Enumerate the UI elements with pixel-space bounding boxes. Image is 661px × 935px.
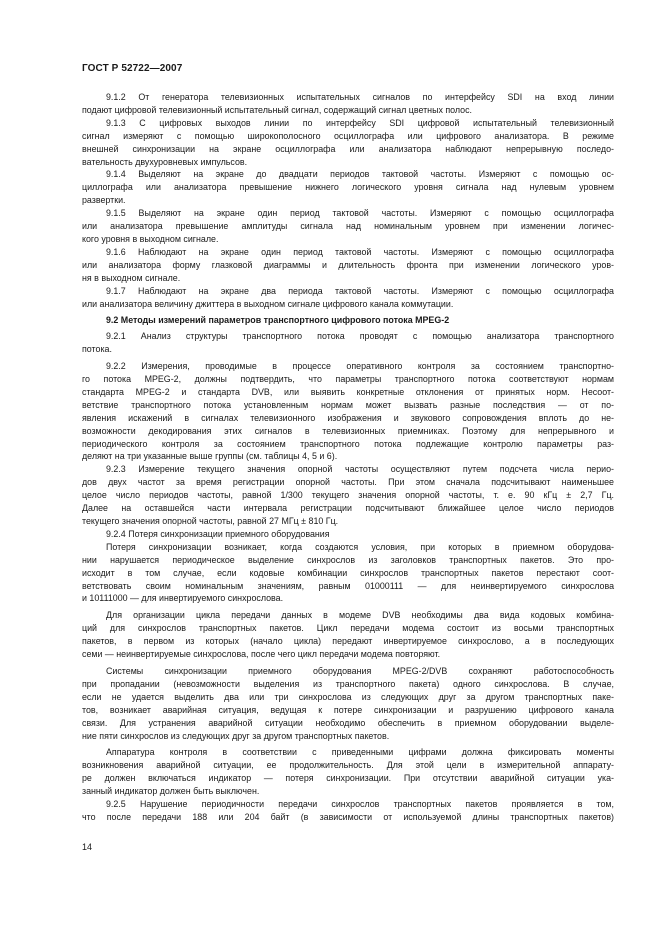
text-line: Далее на оставшейся части интервала регистрации подсчитывают ближайшее целое число периодов [82, 503, 614, 514]
text-line: возникновения аварийной ситуации, ее продолжительность. Для этой цели в измерительной аппарату- [82, 760, 614, 771]
text-line: 9.2.3 Измерение текущего значения опорной частоты осуществляют путем подсчета числа перио- [106, 464, 614, 475]
text-line: ветствовать своим номинальным значениям, равным 01000111 — для неинвертируемого синхрослова [82, 580, 614, 591]
text-line: сигнал измеряют с помощью широкополосного осциллографа или цифрового анализатора. В режиме [82, 130, 614, 141]
text-line: Аппаратура контроля в соответствии с приведенными цифрами должна фиксировать моменты [106, 747, 614, 758]
text-line: пакетов, в первом из которых (начало цикла) передают инвертируемое синхрослово, а в последующих [82, 636, 614, 647]
text-line: стандарта MPEG-2 и стандарта DVB, или выявить конкретные отклонения от принятых норм. Несоот- [82, 386, 614, 397]
text-line: ций для синхрослов транспортных пакетов. Цикл передачи модема состоит из восьми транспортных [82, 623, 614, 634]
text-line: потока. [82, 344, 112, 355]
text-line: ние пяти синхрослов из следующих друг за другом транспортных пакетов. [82, 730, 390, 741]
text-line: Системы синхронизации приемного оборудования MPEG-2/DVB сохраняют работоспособность [106, 665, 614, 676]
text-line: циллографа или анализатора превышение нижнего логического уровня сигнала над нулевым уровнем [82, 182, 614, 193]
text-line: что после передачи 188 или 204 байт (в зависимости от используемой длины транспортных пакетов) [82, 811, 614, 822]
text-line: развертки. [82, 195, 126, 206]
text-line: и 10111000 — для инвертируемого синхрослова. [82, 593, 284, 604]
text-line: дов двух частот за время регистрации опорной частоты. При этом сначала подсчитывают наименьшее [82, 477, 614, 488]
text-line: 9.1.5 Выделяют на экране один период тактовой частоты. Измеряют с помощью осциллографа [106, 208, 614, 219]
text-line: го потока MPEG-2, должны подтвердить, что параметры транспортного потока соответствуют нормам [82, 374, 614, 385]
text-line: 9.2.4 Потеря синхронизации приемного оборудования [106, 528, 330, 539]
text-line: явления искажений в сигналах телевизионного изображения и звукового сопровождения вплоть до не- [82, 412, 614, 423]
text-line: тов, возникает аварийная ситуация, ведущая к потере синхронизации и разрушению цифрового канала [82, 704, 614, 715]
text-line: связи. Для устранения аварийной ситуации необходимо обеспечить в приемном оборудовании выделе- [82, 717, 614, 728]
text-line: ня в выходном сигнале. [82, 272, 181, 283]
text-line: 9.2.1 Анализ структуры транспортного потока проводят с помощью анализатора транспортного [106, 331, 614, 342]
text-line: 9.2.5 Нарушение периодичности передачи синхрослов транспортных пакетов проявляется в том, [106, 799, 614, 810]
text-line: ветствие транспортного потока установленным нормам может вызвать разные последствия — от по- [82, 399, 614, 410]
text-line: Потеря синхронизации возникает, когда создаются условия, при которых в приемном оборудова- [106, 541, 614, 552]
text-line: ре должен включаться индикатор — потеря синхронизации. При отсутствии аварийной ситуации ука- [82, 773, 614, 784]
text-line: нии нарушается периодическое выделение синхрослов из заголовков транспортных пакетов. Это про- [82, 554, 614, 565]
text-line: 9.1.3 С цифровых выходов линии по интерфейсу SDI цифровой испытательный телевизионный [106, 117, 614, 128]
text-line: подают цифровой телевизионный испытательный сигнал, содержащий сигнал цветных полос. [82, 104, 473, 115]
text-line: деляют на три указанные выше группы (см. таблицы 4, 5 и 6). [82, 451, 338, 462]
text-line: 9.1.7 Наблюдают на экране два периода тактовой частоты. Измеряют с помощью осциллографа [106, 285, 614, 296]
text-line: целое число периодов частоты, равной 1/300 текущего значения опорной частоты, т. е. 90 кГц ± 2,7 Гц. [82, 490, 614, 501]
text-line: Для организации цикла передачи данных в модеме DVB необходимы два вида кодовых комбина- [106, 610, 614, 621]
text-line: семи — неинвертируемые синхрослова, после чего цикл передачи модема повторяют. [82, 649, 441, 660]
document-header: ГОСТ Р 52722—2007 [82, 63, 183, 74]
text-line: текущего значения опорной частоты, равной 27 МГц ± 810 Гц. [82, 516, 339, 526]
page-number: 14 [82, 842, 93, 852]
text-line: периодического контроля за состоянием транспортного потока подлежащие контролю параметры раз- [82, 438, 614, 449]
text-line: 9.1.2 От генератора телевизионных испытательных сигналов по интерфейсу SDI на вход линии [106, 92, 614, 102]
text-line: занный индикатор должен быть выключен. [82, 786, 260, 797]
text-line: если не удается выделить два или три синхрослова из следующих друг за другом транспортных паке- [82, 691, 614, 702]
text-line: возможности декодирования этих сигналов в телевизионных приемниках. Поэтому для непрерывного и [82, 425, 614, 436]
text-line: или анализатора форму глазковой диаграммы и длительность фронта при изменении логического уров- [82, 259, 614, 270]
text-line: при пропадании (невозможности выделения из транспортного пакета) одного синхрослова. В случае, [82, 678, 614, 689]
text-line: вательность двухуровневых импульсов. [82, 156, 248, 167]
text-line: 9.2.2 Измерения, проводимые в процессе оперативного контроля за состоянием транспортно- [106, 361, 614, 372]
text-line: исходит в том случае, если кодовые комбинации синхрослов транспортных пакетов перестают соот- [82, 567, 614, 578]
text-line: или анализатора превышение амплитуды сигнала над номинальным уровнем при изменении логичес- [82, 221, 614, 232]
text-line: кого уровня в выходном сигнале. [82, 233, 219, 244]
text-line: 9.1.6 Наблюдают на экране один период тактовой частоты. Измеряют с помощью осциллографа [106, 246, 614, 257]
text-line: внешней синхронизации на экране осциллографа или анализатора наблюдают непрерывную последо- [82, 143, 614, 154]
section-heading: 9.2 Методы измерений параметров транспортного цифрового потока MPEG-2 [106, 315, 450, 326]
text-line: 9.1.4 Выделяют на экране до двадцати периодов тактовой частоты. Измеряют с помощью ос- [106, 169, 614, 180]
text-line: или анализатора величину джиттера в выходном сигнале цифрового канала коммутации. [82, 298, 454, 309]
body-text [82, 91, 614, 824]
